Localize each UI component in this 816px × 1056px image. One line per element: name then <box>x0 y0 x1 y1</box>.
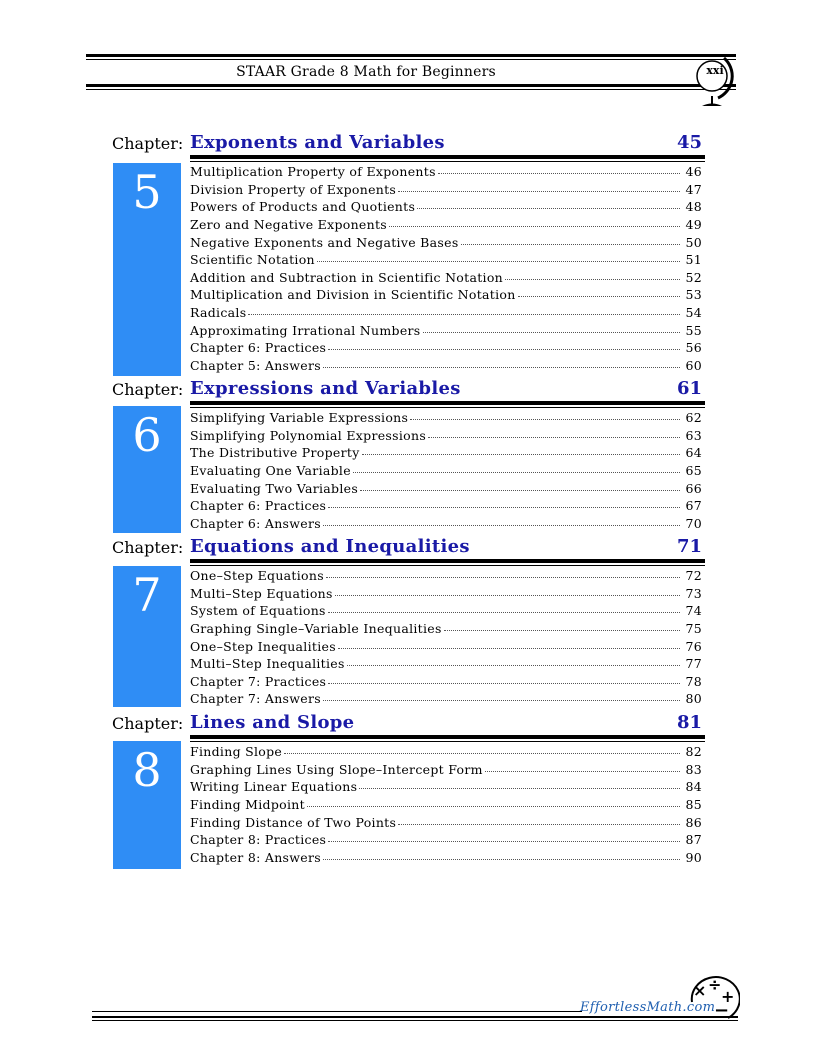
toc-entry-page: 53 <box>685 287 702 303</box>
toc-entry-title: Finding Distance of Two Points <box>190 814 397 830</box>
chapter-title[interactable]: Lines and Slope <box>190 712 355 733</box>
toc-entry-page: 64 <box>685 445 702 461</box>
toc-entry-page: 54 <box>685 305 702 321</box>
toc-entry-title: Multi–Step Equations <box>190 585 333 601</box>
toc-entry-title: Addition and Subtraction in Scientific Notation <box>190 269 504 285</box>
dot-leader <box>353 463 680 473</box>
dot-leader <box>398 182 680 192</box>
svg-text:+: + <box>721 987 735 1006</box>
toc-entry-page: 46 <box>685 164 702 179</box>
toc-entry-title: Chapter 8: Practices <box>190 832 327 848</box>
dot-leader <box>326 568 680 578</box>
toc-entry-page: 60 <box>685 358 702 374</box>
chapter-label: Chapter: <box>112 380 184 399</box>
chapter-number-box <box>113 741 181 869</box>
toc-entry-page: 66 <box>685 480 702 496</box>
toc-entry-title: Graphing Single–Variable Inequalities <box>190 620 442 636</box>
toc-entry-page: 70 <box>685 515 702 531</box>
toc-entry[interactable] <box>190 445 702 463</box>
toc-entry-page: 48 <box>685 199 702 215</box>
toc-entry[interactable] <box>190 164 702 182</box>
toc-entry-page: 63 <box>685 427 702 443</box>
toc-entry[interactable] <box>190 270 702 288</box>
toc-entry[interactable] <box>190 568 702 586</box>
toc-entry-page: 74 <box>685 603 702 619</box>
chapter-label: Chapter: <box>112 134 184 153</box>
toc-entry-page: 87 <box>685 832 702 848</box>
chapter-8 <box>112 712 706 865</box>
toc-entry-title: Multi–Step Inequalities <box>190 656 345 672</box>
dot-leader <box>360 481 680 491</box>
chapter-rule <box>190 559 705 563</box>
dot-leader <box>461 235 680 245</box>
dot-leader <box>347 656 680 666</box>
toc-entry-page: 51 <box>685 252 702 268</box>
toc-entry-title: Evaluating One Variable <box>190 462 351 478</box>
toc-entry-title: Division Property of Exponents <box>190 181 397 197</box>
toc-entry-title: One–Step Equations <box>190 568 324 583</box>
dot-leader <box>323 358 680 368</box>
dot-leader <box>323 516 680 526</box>
toc-entry[interactable] <box>190 744 702 762</box>
toc-entry-title: Finding Midpoint <box>190 796 305 812</box>
toc-entry-title: System of Equations <box>190 603 326 619</box>
footer-site-link[interactable]: EffortlessMath.com <box>580 1000 716 1015</box>
toc-entry[interactable] <box>190 428 702 446</box>
toc-entry[interactable] <box>190 691 702 709</box>
toc-entry[interactable] <box>190 358 702 376</box>
toc-entry-page: 73 <box>685 585 702 601</box>
chapter-5 <box>112 132 706 374</box>
chapter-number-box <box>113 566 181 707</box>
chapter-rule-thin <box>190 407 705 408</box>
dot-leader <box>398 815 680 825</box>
chapter-page: 61 <box>676 378 702 399</box>
dot-leader <box>518 287 680 297</box>
toc-entry[interactable] <box>190 762 702 780</box>
toc-entry[interactable] <box>190 586 702 604</box>
toc-entry-title: Chapter 8: Answers <box>190 849 321 865</box>
toc-entry-title: One–Step Inequalities <box>190 638 336 654</box>
toc-entry[interactable] <box>190 516 702 534</box>
toc-entry[interactable] <box>190 287 702 305</box>
toc-entry[interactable] <box>190 850 702 868</box>
toc-entry[interactable] <box>190 779 702 797</box>
svg-text:÷: ÷ <box>708 975 722 994</box>
chapter-rule-thin <box>190 741 705 742</box>
toc-entry[interactable] <box>190 639 702 657</box>
toc-entry-title: The Distributive Property <box>190 445 360 461</box>
toc-entry-title: Zero and Negative Exponents <box>190 216 388 232</box>
toc-entry[interactable] <box>190 674 702 692</box>
book-title: STAAR Grade 8 Math for Beginners <box>236 64 496 80</box>
toc-entry[interactable] <box>190 498 702 516</box>
toc-entry-page: 72 <box>685 568 702 583</box>
dot-leader <box>505 270 680 280</box>
chapter-rule <box>190 735 705 739</box>
toc-entry[interactable] <box>190 621 702 639</box>
toc-entry-title: Chapter 7: Answers <box>190 691 321 707</box>
toc-entry-title: Chapter 6: Practices <box>190 340 327 356</box>
toc-entry-title: Chapter 6: Practices <box>190 498 327 514</box>
chapter-rule-thin <box>190 565 705 566</box>
toc-entry-title: Negative Exponents and Negative Bases <box>190 234 459 250</box>
toc-entry[interactable] <box>190 481 702 499</box>
header-rule-top-thin <box>86 59 736 60</box>
dot-leader <box>323 691 680 701</box>
chapter-title[interactable]: Expressions and Variables <box>190 378 461 399</box>
dot-leader <box>417 199 680 209</box>
dot-leader <box>328 498 680 508</box>
toc-entry-title: Approximating Irrational Numbers <box>190 322 421 338</box>
toc-entry-title: Simplifying Variable Expressions <box>190 410 409 425</box>
toc-entry-page: 82 <box>685 744 702 759</box>
toc-entry-page: 83 <box>685 761 702 777</box>
toc-entry-page: 86 <box>685 814 702 830</box>
chapter-6 <box>112 378 706 531</box>
toc-entry[interactable] <box>190 305 702 323</box>
chapter-title[interactable]: Exponents and Variables <box>190 132 445 153</box>
dot-leader <box>317 252 680 262</box>
chapter-title[interactable]: Equations and Inequalities <box>190 536 470 557</box>
toc-entry-page: 84 <box>685 779 702 795</box>
dot-leader <box>307 797 680 807</box>
toc-entry[interactable] <box>190 199 702 217</box>
toc-entry-title: Simplifying Polynomial Expressions <box>190 427 427 443</box>
toc-entry-title: Chapter 7: Practices <box>190 673 327 689</box>
dot-leader <box>359 779 680 789</box>
dot-leader <box>328 340 680 350</box>
toc-entry-page: 76 <box>685 638 702 654</box>
toc-list <box>190 410 702 533</box>
toc-entry[interactable] <box>190 410 702 428</box>
chapter-heading <box>112 536 706 560</box>
chapter-number: 5 <box>132 165 162 219</box>
svg-text:×: × <box>693 981 707 1000</box>
toc-entry-page: 77 <box>685 656 702 672</box>
chapter-number: 6 <box>132 408 162 462</box>
chapter-rule-thin <box>190 161 705 162</box>
dot-leader <box>328 832 680 842</box>
toc-list <box>190 744 702 867</box>
chapter-page: 81 <box>676 712 702 733</box>
dot-leader <box>328 674 680 684</box>
toc-entry-page: 80 <box>685 691 702 707</box>
globe-icon <box>684 52 742 110</box>
chapter-rule <box>190 155 705 159</box>
toc-entry[interactable] <box>190 182 702 200</box>
chapter-number: 8 <box>132 743 162 797</box>
dot-leader <box>284 744 680 754</box>
dot-leader <box>362 445 680 455</box>
chapter-heading <box>112 712 706 736</box>
toc-entry-page: 62 <box>685 410 702 425</box>
toc-entry-page: 49 <box>685 216 702 232</box>
toc-entry-title: Multiplication Property of Exponents <box>190 164 436 179</box>
header-rule-top <box>86 54 736 57</box>
toc-entry[interactable] <box>190 815 702 833</box>
toc-entry-page: 75 <box>685 620 702 636</box>
toc-entry-page: 55 <box>685 322 702 338</box>
svg-text:−: − <box>714 1000 730 1021</box>
toc-entry-page: 56 <box>685 340 702 356</box>
chapter-page: 45 <box>676 132 702 153</box>
toc-entry-title: Graphing Lines Using Slope–Intercept Form <box>190 761 483 777</box>
toc-entry-title: Finding Slope <box>190 744 283 759</box>
footer-rule-short <box>92 1011 582 1012</box>
toc-entry-page: 67 <box>685 498 702 514</box>
toc-entry[interactable] <box>190 340 702 358</box>
chapter-label: Chapter: <box>112 538 184 557</box>
toc-entry[interactable] <box>190 217 702 235</box>
toc-entry-title: Scientific Notation <box>190 252 315 268</box>
dot-leader <box>248 305 680 315</box>
dot-leader <box>485 762 680 772</box>
dot-leader <box>338 639 680 649</box>
toc-entry-title: Multiplication and Division in Scientific Notation <box>190 287 516 303</box>
page-number: xxi <box>706 64 724 77</box>
toc-entry-title: Radicals <box>190 305 247 321</box>
toc-entry-page: 78 <box>685 673 702 689</box>
toc-entry[interactable] <box>190 832 702 850</box>
toc-entry-page: 90 <box>685 849 702 865</box>
chapter-heading <box>112 378 706 402</box>
dot-leader <box>423 323 680 333</box>
toc-entry-page: 47 <box>685 181 702 197</box>
dot-leader <box>335 586 680 596</box>
toc-entry-page: 65 <box>685 462 702 478</box>
chapter-7 <box>112 536 706 707</box>
chapter-number-box <box>113 163 181 376</box>
header-rule-bottom-thin <box>86 89 736 90</box>
dot-leader <box>328 603 680 613</box>
chapter-label: Chapter: <box>112 714 184 733</box>
chapter-rule <box>190 401 705 405</box>
toc-entry[interactable] <box>190 463 702 481</box>
toc-entry-title: Chapter 5: Answers <box>190 358 321 374</box>
toc-entry[interactable] <box>190 603 702 621</box>
header-rule-bottom <box>86 84 736 87</box>
toc-entry-title: Powers of Products and Quotients <box>190 199 416 215</box>
toc-entry[interactable] <box>190 252 702 270</box>
footer-rule-thin <box>92 1020 738 1021</box>
math-operators-icon <box>684 972 740 1022</box>
chapter-number-box <box>113 406 181 533</box>
dot-leader <box>438 164 680 174</box>
footer-rule <box>92 1016 738 1018</box>
toc-list <box>190 164 702 376</box>
toc-entry-title: Evaluating Two Variables <box>190 480 359 496</box>
toc-entry-page: 50 <box>685 234 702 250</box>
dot-leader <box>444 621 680 631</box>
toc-entry-page: 85 <box>685 796 702 812</box>
toc-entry[interactable] <box>190 235 702 253</box>
toc-entry[interactable] <box>190 323 702 341</box>
toc-entry[interactable] <box>190 797 702 815</box>
dot-leader <box>410 410 680 420</box>
chapter-number: 7 <box>132 568 162 622</box>
dot-leader <box>428 428 680 438</box>
chapter-heading <box>112 132 706 156</box>
toc-entry-title: Chapter 6: Answers <box>190 515 321 531</box>
chapter-page: 71 <box>676 536 702 557</box>
toc-entry-title: Writing Linear Equations <box>190 779 358 795</box>
dot-leader <box>389 217 680 227</box>
toc-entry[interactable] <box>190 656 702 674</box>
dot-leader <box>323 850 680 860</box>
toc-entry-page: 52 <box>685 269 702 285</box>
toc-list <box>190 568 702 709</box>
